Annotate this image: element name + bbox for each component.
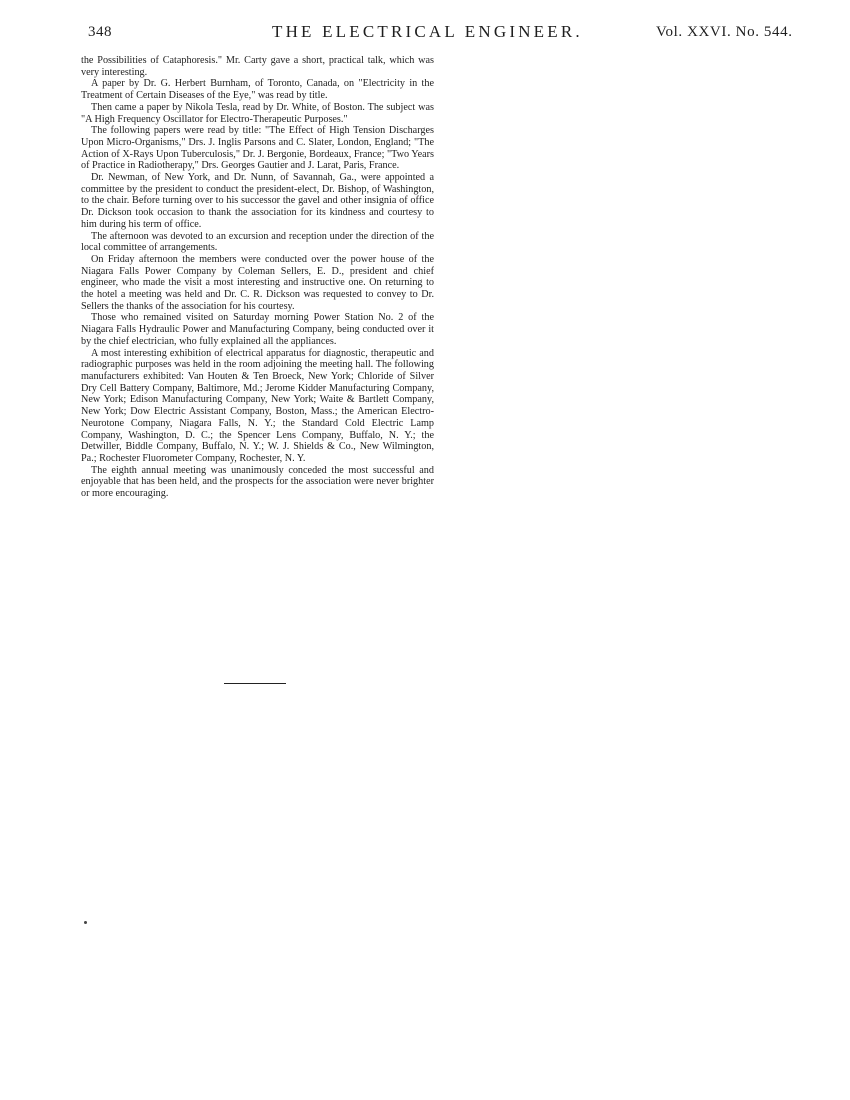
paragraph: Dr. Newman, of New York, and Dr. Nunn, of Savannah, Ga., were appointed a committee by the president to conduct the president-elect, Dr. Bishop, of Washington, to the chair. Before turning over to his successor the gavel and other insignia of office Dr. Dickson took occasion to thank the association for its kindness and courtesy to him during his term of office. xyxy=(81,172,434,230)
paragraph: The following papers were read by title: "The Effect of High Tension Discharges Upon Micro-Organisms," Drs. J. Inglis Parsons and C. Slater, London, England; "The Action of X-Rays Upon Tuberculosis," Dr. J. Bergonie, Bordeaux, France; "Two Years of Practice in Radiotherapy," Drs. Georges Gautier and J. Larat, Paris, France. xyxy=(81,125,434,172)
paragraph: the Possibilities of Cataphoresis." Mr. Carty gave a short, practical talk, which was very interesting. xyxy=(81,55,434,78)
page-number: 348 xyxy=(88,24,112,40)
paragraph: Then came a paper by Nikola Tesla, read by Dr. White, of Boston. The subject was "A High Frequency Oscillator for Electro-Therapeutic Purposes." xyxy=(81,101,434,125)
paragraph: A paper by Dr. G. Herbert Burnham, of Toronto, Canada, on "Electricity in the Treatment of Certain Diseases of the Eye," was read by title. xyxy=(81,78,434,102)
section-divider xyxy=(224,683,286,684)
volume-issue: Vol. XXVI. No. 544. xyxy=(656,24,793,40)
paragraph: A most interesting exhibition of electrical apparatus for diagnostic, therapeutic and radiographic purposes was held in the room adjoining the meeting hall. The following manufacturers exhibited: Van Houten & Ten Broeck, New York; Chloride of Silver Dry Cell Battery Company, Baltimore, Md.; Jerome Kidder Manufacturing Company, New York; Edison Manufacturing Company, New York; Waite & Bartlett Company, New York; Dow Electric Assistant Company, Boston, Mass.; the American Electro-Neurotone Company, Niagara Falls, N. Y.; the Standard Cold Electric Lamp Company, Washington, D. C.; the Spencer Lens Company, Buffalo, N. Y.; the Detwiller, Biddle Company, Buffalo, N. Y.; W. J. Shields & Co., New Wilmington, Pa.; Rochester Fluorometer Company, Rochester, N. Y. xyxy=(81,347,434,464)
journal-title: THE ELECTRICAL ENGINEER. xyxy=(272,22,583,41)
paragraph: On Friday afternoon the members were conducted over the power house of the Niagara Falls Power Company by Coleman Sellers, E. D., president and chief engineer, who made the visit a most interesting and instructive one. On returning to the hotel a meeting was held and Dr. C. R. Dickson was requested to convey to Dr. Sellers the thanks of the association for his courtesy. xyxy=(81,253,434,312)
paragraph: The afternoon was devoted to an excursion and reception under the direction of the local committee of arrangements. xyxy=(81,230,434,254)
paragraph: The eighth annual meeting was unanimously conceded the most successful and enjoyable that has been held, and the prospects for the association were never brighter or more encouraging. xyxy=(81,464,434,500)
page-header xyxy=(0,22,850,46)
article-column xyxy=(81,55,434,500)
paragraph: Those who remained visited on Saturday morning Power Station No. 2 of the Niagara Falls Hydraulic Power and Manufacturing Company, being conducted over it by the chief electrician, who fully explained all the appliances. xyxy=(81,312,434,347)
print-speck xyxy=(84,921,87,924)
